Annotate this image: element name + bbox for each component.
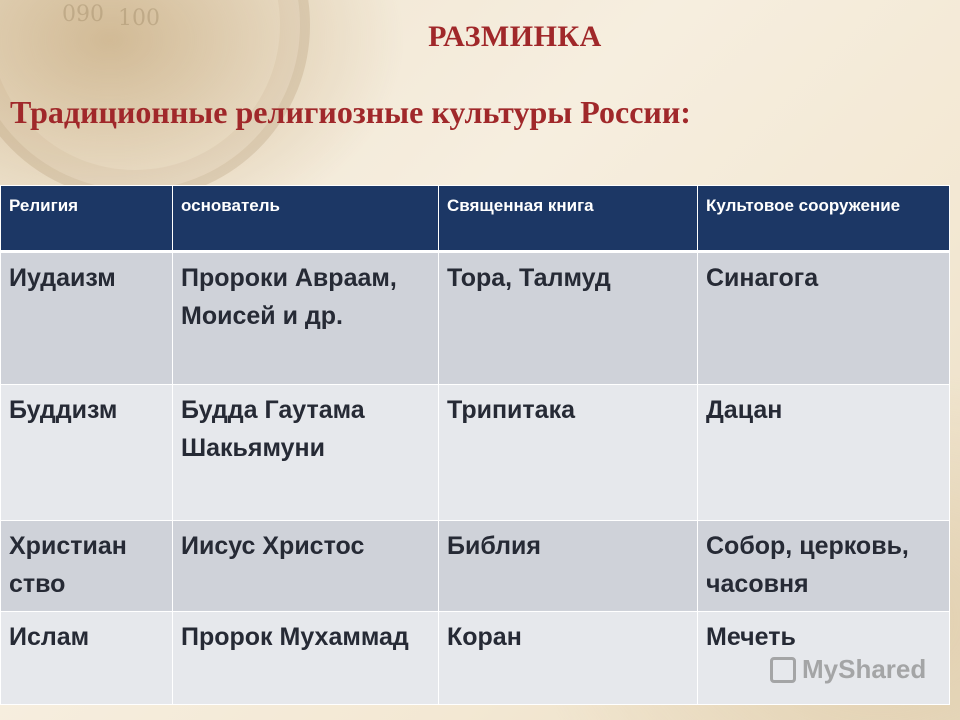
cell-sacred-book: Трипитака (439, 385, 698, 521)
header-religion: Религия (1, 186, 173, 252)
watermark (770, 654, 926, 685)
cell-building: Синагога (698, 252, 950, 385)
table-row (1, 521, 950, 612)
slide-subtitle: Традиционные религиозные культуры России: (10, 94, 691, 130)
table-row (1, 385, 950, 521)
cell-building: Мечеть (698, 612, 950, 705)
watermark-text: MyShared (802, 654, 927, 684)
header-sacred-book: Священная книга (439, 186, 698, 252)
cell-founder: Пророки Авраам, Моисей и др. (173, 252, 439, 385)
compass-mark: 100 (118, 6, 160, 31)
header-founder: основатель (173, 186, 439, 252)
cell-religion: Иудаизм (1, 252, 173, 385)
cell-religion: Христиан ство (1, 521, 173, 612)
cell-sacred-book: Коран (439, 612, 698, 705)
presentation-icon (770, 657, 796, 683)
header-building: Культовое сооружение (698, 186, 950, 252)
table-row (1, 252, 950, 385)
cell-founder: Пророк Мухаммад (173, 612, 439, 705)
religions-table (0, 185, 950, 705)
slide-title: РАЗМИНКА (428, 20, 602, 53)
cell-sacred-book: Библия (439, 521, 698, 612)
cell-religion: Буддизм (1, 385, 173, 521)
compass-mark: 090 (62, 2, 104, 27)
cell-sacred-book: Тора, Талмуд (439, 252, 698, 385)
cell-founder: Будда Гаутама Шакьямуни (173, 385, 439, 521)
cell-building: Собор, церковь, часовня (698, 521, 950, 612)
cell-religion: Ислам (1, 612, 173, 705)
cell-founder: Иисус Христос (173, 521, 439, 612)
cell-building: Дацан (698, 385, 950, 521)
table-header-row (1, 186, 950, 252)
